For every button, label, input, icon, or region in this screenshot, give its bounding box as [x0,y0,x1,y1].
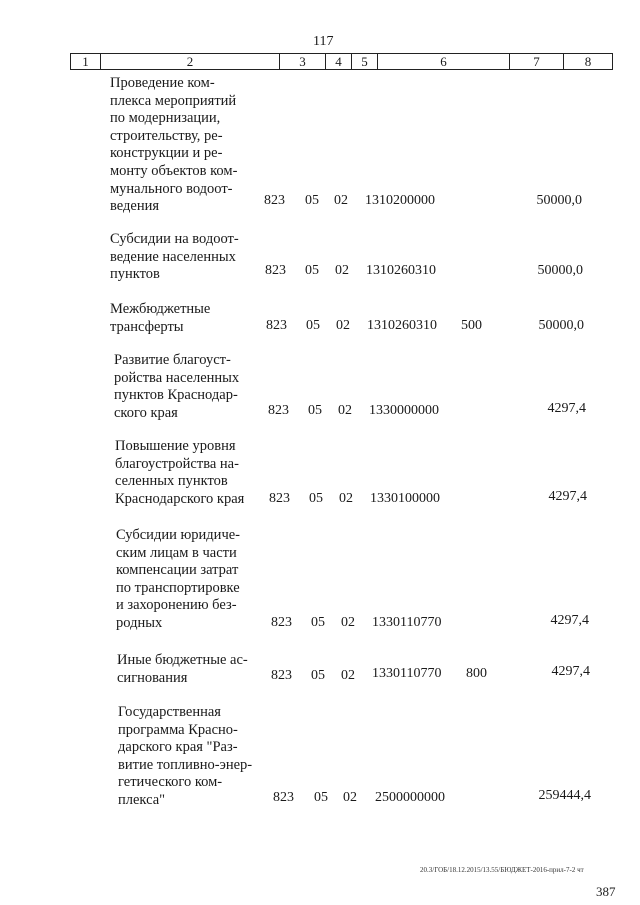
desc-line: гетического ком- [118,774,223,791]
row-description [118,704,258,810]
desc-line: программа Красно- [118,721,238,738]
cell-target-article: 1330110770 [372,615,442,630]
cell-subsection: 02 [343,790,357,805]
header-col-1: 1 [71,54,101,69]
desc-line: по транспортировке [116,579,240,596]
cell-subsection: 02 [339,491,353,506]
header-col-6: 6 [378,54,510,69]
desc-line: ского края [114,404,178,421]
desc-line: по модернизации, [110,110,221,127]
desc-line: Субсидии на водоот- [110,231,239,247]
cell-amount: 4297,4 [548,489,587,504]
cell-target-article: 1330000000 [369,403,439,418]
desc-line: Иные бюджетные ас- [117,652,248,668]
cell-section: 05 [311,668,325,683]
cell-ministry-code: 823 [271,668,292,683]
cell-ministry-code: 823 [271,615,292,630]
cell-ministry-code: 823 [264,193,285,208]
cell-target-article: 1330110770 [372,666,442,681]
cell-ministry-code: 823 [269,491,290,506]
desc-line: родных [116,614,163,631]
desc-line: строительству, ре- [110,127,223,144]
desc-line: ведения [110,198,160,215]
cell-section: 05 [311,615,325,630]
desc-line: Развитие благоуст- [114,352,231,368]
cell-subsection: 02 [335,263,349,278]
row-description [110,75,250,216]
desc-line: ведение населенных [110,248,236,265]
cell-expense-type: 500 [461,318,482,333]
cell-target-article: 1330100000 [370,491,440,506]
row-description [116,527,256,633]
cell-target-article: 1310260310 [367,318,437,333]
table-header [70,53,613,70]
desc-line: Проведение ком- [110,75,215,91]
desc-line: плекса" [118,791,166,808]
desc-line: и захоронению без- [116,597,237,614]
header-col-8: 8 [584,54,592,69]
header-col-7: 7 [510,54,564,69]
cell-amount: 50000,0 [536,193,582,208]
page-number: 117 [313,34,334,49]
header-col-3: 3 [280,54,326,69]
desc-line: Субсидии юридиче- [116,527,241,543]
desc-line: благоустройства на- [115,455,239,472]
cell-expense-type: 800 [466,666,487,681]
desc-line: конструкции и ре- [110,145,223,162]
header-col-2: 2 [101,54,280,69]
desc-line: Государственная [118,704,221,720]
cell-subsection: 02 [334,193,348,208]
desc-line: плекса мероприятий [110,92,237,109]
desc-line: Краснодарского края [115,490,245,507]
desc-line: пунктов [110,266,160,283]
row-description [110,301,250,336]
row-description [115,438,255,508]
desc-line: витие топливно-энер- [118,756,253,773]
cell-ministry-code: 823 [266,318,287,333]
cell-subsection: 02 [341,615,355,630]
desc-line: ройства населенных [114,369,240,386]
cell-amount: 50000,0 [537,263,583,278]
desc-line: трансферты [110,318,184,335]
desc-line: монту объектов ком- [110,162,238,179]
desc-line: компенсации затрат [116,562,239,579]
cell-ministry-code: 823 [268,403,289,418]
cell-amount: 259444,4 [538,788,591,803]
header-col-5: 5 [352,54,378,69]
cell-section: 05 [308,403,322,418]
row-description [114,352,254,422]
cell-section: 05 [305,263,319,278]
cell-amount: 50000,0 [538,318,584,333]
desc-line: мунального водоот- [110,180,233,197]
footer-note: 20.3/ГОБ/18.12.2015/13.55/БЮДЖЕТ-2016-прил-7-2 чт [420,866,584,874]
desc-line: пунктов Краснодар- [114,387,238,404]
desc-line: Повышение уровня [115,438,236,454]
desc-line: Межбюджетные [110,301,211,317]
cell-target-article: 1310200000 [365,193,435,208]
desc-line: дарского края "Раз- [118,739,238,756]
desc-line: селенных пунктов [115,473,228,490]
desc-line: сигнования [117,669,188,686]
cell-amount: 4297,4 [547,401,586,416]
cell-subsection: 02 [341,668,355,683]
cell-target-article: 1310260310 [366,263,436,278]
cell-section: 05 [306,318,320,333]
row-description [117,652,257,687]
header-col-4: 4 [326,54,352,69]
cell-subsection: 02 [338,403,352,418]
cell-ministry-code: 823 [273,790,294,805]
cell-section: 05 [309,491,323,506]
cell-amount: 4297,4 [551,664,590,679]
cell-subsection: 02 [336,318,350,333]
cell-amount: 4297,4 [550,613,589,628]
cell-target-article: 2500000000 [375,790,445,805]
cell-ministry-code: 823 [265,263,286,278]
corner-page-number: 387 [596,884,616,899]
cell-section: 05 [305,193,319,208]
desc-line: ским лицам в части [116,544,237,561]
cell-section: 05 [314,790,328,805]
row-description [110,231,250,284]
